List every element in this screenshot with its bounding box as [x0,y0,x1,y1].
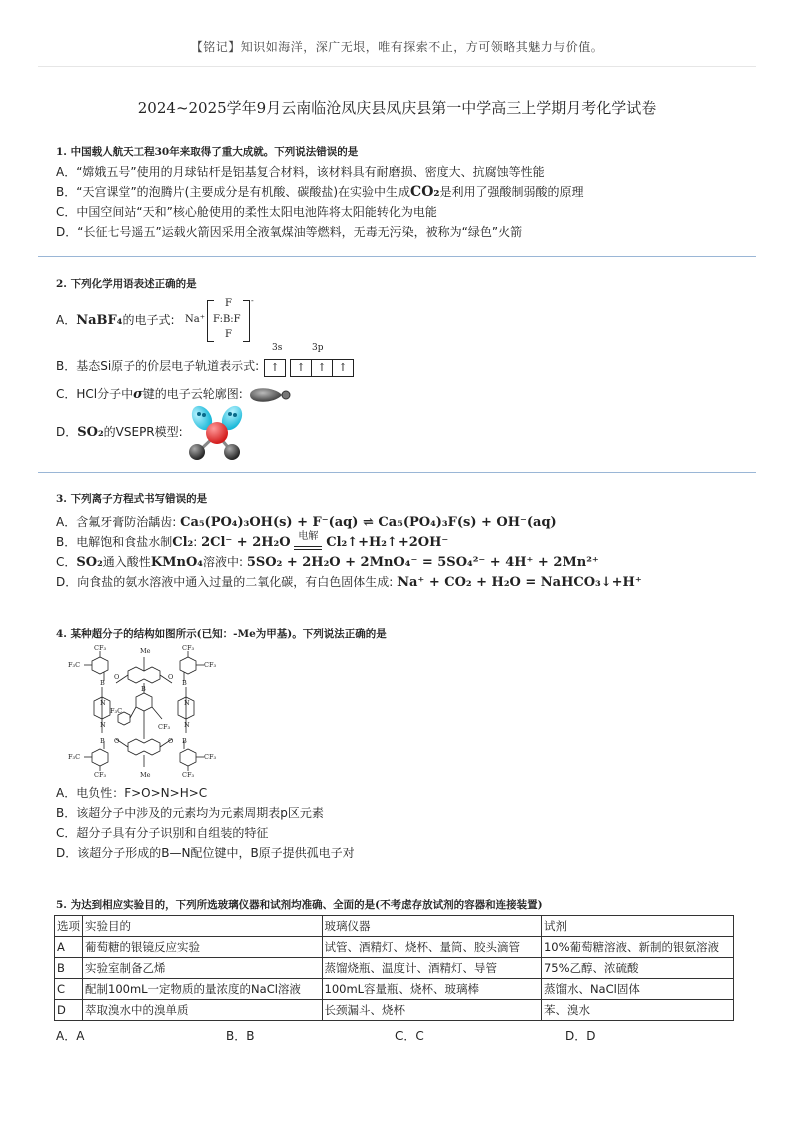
equals-sign [294,546,322,550]
option-d[interactable]: D．“长征七号遥五”运载火箭因采用全液氧煤油等燃料，无毒无污染，被称为“绿色”火箭 [56,225,523,239]
option-text: D．向食盐的氨水溶液中通入过量的二氧化碳，有白色固体生成: [56,575,394,589]
section-divider [38,256,756,257]
orbital-3p-3: ↑ [333,359,354,377]
answer-option-a[interactable]: A．A [56,1029,85,1043]
question-stem: 5. 为达到相应实验目的，下列所选玻璃仪器和试剂均准确、全面的是(不考虑存放试剂的容器和连接装置) [56,899,543,911]
oxygen-atom [224,444,240,460]
benzene-ring [180,749,196,766]
option-b[interactable] [56,182,756,202]
vsepr-model-image [186,402,248,462]
table-row [55,958,734,979]
center-atoms: F:B:F [213,314,241,325]
table-cell: 配制100mL一定物质的量浓度的NaCl溶液 [83,979,323,1000]
section-divider [38,472,756,473]
label-cf3: CF₃ [204,661,217,669]
formula: KMnO₄ [150,555,203,570]
sulfur-atom [206,422,228,444]
sigma-symbol: σ [133,387,143,402]
label-f3c: F₃C [68,661,81,669]
label-nitrogen: N [100,721,106,729]
label-boron: B [100,737,105,745]
option-d[interactable]: D．该超分子形成的B—N配位键中，B原子提供孤电子对 [56,846,355,860]
label-boron: B [100,679,105,687]
answer-option-b[interactable]: B．B [226,1029,255,1043]
formula: CO₂ [410,184,440,200]
table-row [55,979,734,1000]
label-boron: B [141,685,146,693]
lewis-structure-nabf4 [185,298,265,344]
table-cell: 75%乙醇、浓硫酸 [541,958,733,979]
option-a[interactable] [56,512,756,532]
option-c[interactable]: C．超分子具有分子识别和自组装的特征 [56,826,269,840]
option-c[interactable]: C．中国空间站“天和”核心舱使用的柔性太阳电池阵将太阳能转化为电能 [56,205,437,219]
experiment-table [54,915,734,1021]
label-cf3: CF₃ [158,723,171,731]
question-4-options [56,783,756,863]
label-cf3: CF₃ [94,644,107,652]
answer-option-d[interactable]: D．D [565,1029,596,1043]
option-b[interactable]: B．基态Si原子的价层电子轨道表示式: [56,359,260,373]
question-4 [56,626,756,642]
hydrogen-sphere [282,391,290,399]
option-text: 通入酸性 [102,555,151,569]
label-cf3: CF₃ [182,644,195,652]
table-cell: 长颈漏斗、烧杯 [322,1000,541,1021]
label-me: Me [140,647,151,655]
question-3 [56,491,756,592]
header-motto: 【铭记】知识如海洋，深广无垠，唯有探索不止，方可领略其魅力与价值。 [190,40,604,54]
table-cell: 葡萄糖的银镜反应实验 [83,937,323,958]
equation: Na⁺ + CO₂ + H₂O = NaHCO₃↓+H⁺ [397,575,642,590]
table-header-cell: 选项 [55,916,83,937]
option-d[interactable] [56,572,756,592]
label-boron: B [182,679,187,687]
formula: NaBF₄ [76,313,123,328]
orbital-3p-1: ↑ [290,359,312,377]
electron-dot [197,412,201,416]
electrolysis-condition [294,532,322,552]
option-b[interactable]: B．该超分子中涉及的元素均为元素周期表p区元素 [56,806,324,820]
label-nitrogen: N [184,699,190,707]
option-text: B．“天宫课堂”的泡腾片(主要成分是有机酸、碳酸盐)在实验中生成 [56,185,411,199]
table-cell: 实验室制备乙烯 [83,958,323,979]
table-cell: 100mL容量瓶、烧杯、玻璃棒 [322,979,541,1000]
aromatic-core [128,739,160,755]
electron-dot [202,413,206,417]
table-cell: A [55,937,83,958]
fluorine-bottom: F [225,329,232,340]
label-cf3: CF₃ [182,771,195,779]
table-cell: B [55,958,83,979]
table-cell: 蒸馏水、NaCl固体 [541,979,733,1000]
right-bracket [243,300,250,342]
electron-dot [228,412,232,416]
option-label: C． [56,555,77,569]
question-5 [56,897,756,913]
orbital-boxes [264,357,354,377]
option-c[interactable] [56,552,756,572]
table-header-cell: 玻璃仪器 [322,916,541,937]
benzene-ring [92,657,108,674]
orbital-diagram [264,343,354,383]
label-f3c: F₃C [68,753,81,761]
table-cell: 试管、酒精灯、烧杯、量筒、胶头滴管 [322,937,541,958]
question-stem: 1. 中国载人航天工程30年来取得了重大成就。下列说法错误的是 [56,146,359,158]
equation: Ca₅(PO₄)₃OH(s) + F⁻(aq) ⇌ Ca₅(PO₄)₃F(s) + OH⁻(aq) [180,515,557,530]
benzene-ring [92,749,108,766]
label-nitrogen: N [100,699,106,707]
label-3s: 3s [272,343,283,353]
label-oxygen: O [168,673,174,681]
option-text: : [193,535,198,549]
table-row [55,937,734,958]
question-stem: 3. 下列离子方程式书写错误的是 [56,493,208,505]
formula: Cl₂ [172,535,194,550]
table-cell: 蒸馏烧瓶、温度计、酒精灯、导管 [322,958,541,979]
benzene-ring [180,657,196,674]
table-header-cell: 实验目的 [83,916,323,937]
label-oxygen: O [114,673,120,681]
option-a[interactable]: A．“嫦娥五号”使用的月球钻杆是铝基复合材料，该材料具有耐磨损、密度大、抗腐蚀等性能 [56,165,545,179]
label-f3c: F₃C [110,707,123,715]
option-text: 溶液中: [202,555,244,569]
option-a[interactable] [56,310,174,331]
option-a[interactable]: A．电负性：F>O>N>H>C [56,786,208,800]
orbital-3s: ↑ [264,359,286,377]
label-3p: 3p [312,343,324,353]
table-cell: 萃取溴水中的溴单质 [83,1000,323,1021]
option-label: A． [56,313,77,327]
label-me: Me [140,771,151,779]
option-text: A．含氟牙膏防治龋齿: [56,515,177,529]
cloud-lobe [250,388,282,402]
option-text: 键的电子云轮廓图: [142,387,243,401]
equation-left: 2Cl⁻ + 2H₂O [201,535,291,550]
table-cell: C [55,979,83,1000]
charge: - [251,296,254,305]
condition-text: 电解 [298,531,319,542]
oxygen-atom [189,444,205,460]
label-oxygen: O [114,737,120,745]
sodium-ion: Na⁺ [185,314,205,325]
header-divider [38,66,756,67]
question-stem: 4. 某种超分子的结构如图所示(已知：-Me为甲基)。下列说法正确的是 [56,628,387,640]
table-cell: D [55,1000,83,1021]
table-cell: 10%葡萄糖溶液、新制的银氨溶液 [541,937,733,958]
table-header-row [55,916,734,937]
option-label: D． [56,425,78,439]
option-b[interactable] [56,532,756,552]
supramolecule-structure-image [54,643,234,781]
question-stem: 2. 下列化学用语表述正确的是 [56,278,197,290]
equation: 5SO₂ + 2H₂O + 2MnO₄⁻ = 5SO₄²⁻ + 4H⁺ + 2Mn²⁺ [246,555,599,570]
electron-cloud-image [248,384,294,406]
option-text: 的VSEPR模型: [103,425,183,439]
label-cf3: CF₃ [204,753,217,761]
option-text: B．电解饱和食盐水制 [56,535,173,549]
label-oxygen: O [168,737,174,745]
question-1 [56,144,756,242]
label-boron: B [182,737,187,745]
formula: SO₂ [76,555,103,570]
label-nitrogen: N [184,721,190,729]
formula: SO₂ [77,425,104,440]
option-d[interactable] [56,422,183,443]
option-text: 是利用了强酸制弱酸的原理 [439,185,584,199]
table-header-cell: 试剂 [541,916,733,937]
electron-dot [233,413,237,417]
question-2 [56,276,756,292]
option-text: 的电子式: [122,313,175,327]
answer-option-c[interactable]: C．C [395,1029,424,1043]
equation-right: Cl₂↑+H₂↑+2OH⁻ [326,535,449,550]
table-cell: 苯、溴水 [541,1000,733,1021]
table-row [55,1000,734,1021]
fluorine-top: F [225,298,232,309]
orbital-3p-2: ↑ [312,359,333,377]
page-title: 2024~2025学年9月云南临沧凤庆县凤庆县第一中学高三上学期月考化学试卷 [137,99,657,117]
label-cf3: CF₃ [94,771,107,779]
option-text: C．HCl分子中 [56,387,134,401]
central-unit [136,693,152,711]
